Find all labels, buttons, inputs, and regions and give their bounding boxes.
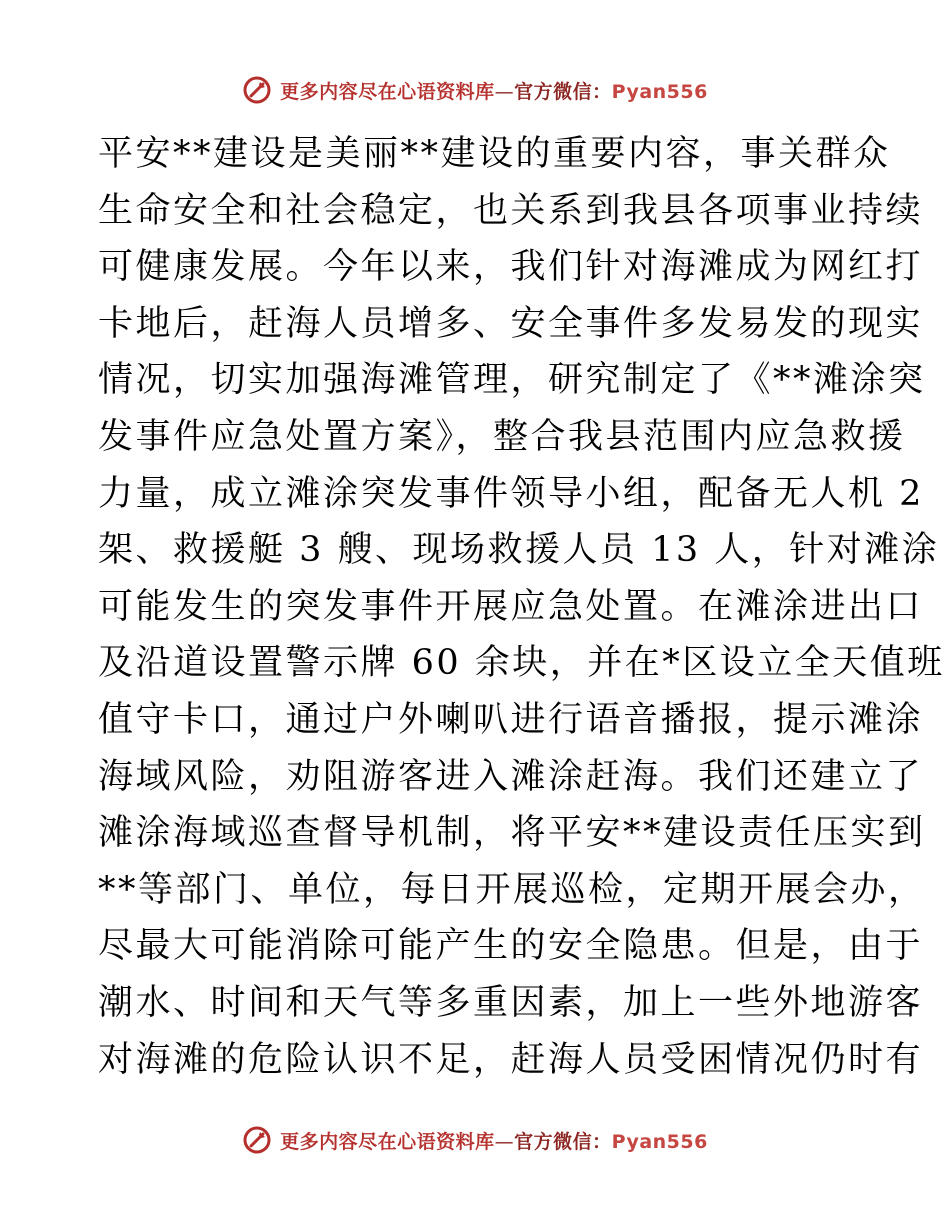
watermark-slogan: 更多内容尽在心语资料库 (280, 80, 495, 103)
text-line: 滩涂海域巡查督导机制，将平安**建设责任压实到 (98, 813, 926, 854)
brand-logo-icon (242, 75, 272, 105)
text-line: 架、救援艇 3 艘、现场救援人员 13 人，针对滩涂 (98, 530, 940, 571)
watermark-footer (0, 1120, 950, 1160)
watermark-header (0, 70, 950, 110)
text-line: 及沿道设置警示牌 60 余块，并在*区设立全天值班 (98, 643, 945, 684)
wechat-id: Pyan556 (611, 1130, 708, 1153)
text-line: 情况，切实加强海滩管理，研究制定了《**滩涂突 (98, 360, 926, 401)
text-line: 对海滩的危险认识不足，赶海人员受困情况仍时有 (98, 1039, 924, 1080)
wechat-id: Pyan556 (611, 80, 708, 103)
wechat-label: 官方微信： (514, 1130, 612, 1153)
text-line: 平安**建设是美丽**建设的重要内容，事关群众 (98, 134, 891, 174)
watermark-separator: — (494, 1130, 515, 1153)
text-line: 可能发生的突发事件开展应急处置。在滩涂进出口 (98, 586, 924, 627)
brand-logo-icon (242, 1125, 272, 1155)
text-line: 尽最大可能消除可能产生的安全隐患。但是，由于 (98, 926, 924, 967)
text-line: **等部门、单位，每日开展巡检，定期开展会办， (98, 869, 926, 910)
text-line: 力量，成立滩涂突发事件领导小组，配备无人机 2 (98, 473, 924, 514)
watermark-slogan: 更多内容尽在心语资料库 (280, 1130, 495, 1153)
wechat-label: 官方微信： (514, 80, 612, 103)
text-line: 海域风险，劝阻游客进入滩涂赶海。我们还建立了 (98, 756, 924, 797)
text-line: 潮水、时间和天气等多重因素，加上一些外地游客 (98, 982, 924, 1023)
text-line: 卡地后，赶海人员增多、安全事件多发易发的现实 (98, 303, 924, 344)
watermark-separator: — (494, 80, 515, 103)
text-line: 可健康发展。今年以来，我们针对海滩成为网红打 (98, 247, 924, 288)
watermark-text-group (280, 1127, 708, 1154)
watermark-text-group (280, 77, 708, 104)
text-line: 发事件应急处置方案》，整合我县范围内应急救援 (98, 416, 906, 457)
document-body (98, 126, 945, 1088)
text-line: 值守卡口，通过户外喇叭进行语音播报，提示滩涂 (98, 699, 924, 740)
text-line: 生命安全和社会稳定，也关系到我县各项事业持续 (98, 190, 924, 231)
